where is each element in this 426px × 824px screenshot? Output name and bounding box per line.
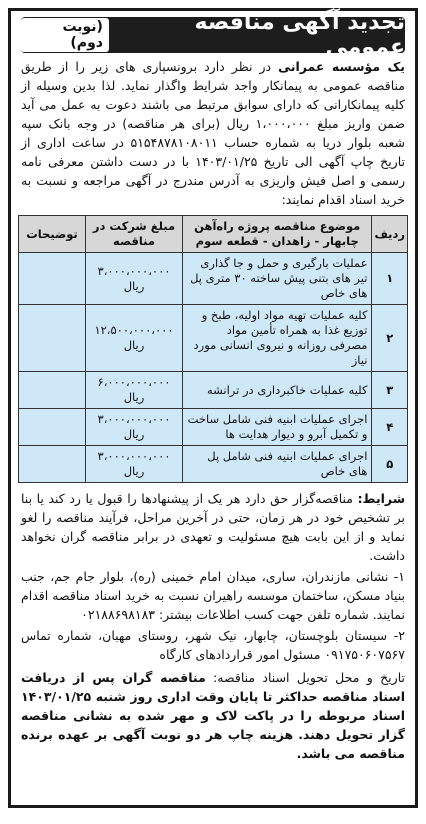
row-note xyxy=(19,446,86,483)
table-header-row xyxy=(19,216,408,253)
notice-title-main: تجدید آگهی مناقصه عمومی xyxy=(194,10,405,60)
conditions-paragraph xyxy=(21,489,405,565)
row-amount: ۶،۰۰۰،۰۰۰،۰۰۰ ریال xyxy=(86,372,183,409)
row-note xyxy=(19,409,86,446)
row-amount: ۳،۰۰۰،۰۰۰،۰۰۰ ریال xyxy=(86,409,183,446)
row-subject: کلیه عملیات تهیه مواد اولیه، طبخ و توزیع غذا به همراه تأمین مواد مصرفی روزانه و نیروی انسانی مورد نیاز xyxy=(183,305,372,372)
row-amount: ۱۲،۵۰۰،۰۰۰،۰۰۰ ریال xyxy=(86,305,183,372)
row-amount: ۳،۰۰۰،۰۰۰،۰۰۰ ریال xyxy=(86,253,183,305)
delivery-paragraph xyxy=(21,668,405,763)
conditions-label: شرایط: xyxy=(357,491,405,506)
tender-notice xyxy=(8,8,418,808)
table-row xyxy=(19,305,408,372)
row-note xyxy=(19,253,86,305)
header-notes: توضیحات xyxy=(19,216,86,253)
address-2: ۲- سیستان بلوچستان، چابهار، نیک شهر، روستای مهبان، شماره تماس ۰۹۱۷۵۰۶۰۷۵۶۷ مسئول امور قراردادهای کارگاه xyxy=(21,628,405,662)
header-amount: مبلغ شرکت در مناقصه xyxy=(86,216,183,253)
delivery-footer: هزینه چاپ هر دو نوبت آگهی بر عهده برنده مناقصه می باشد. xyxy=(21,727,405,761)
notice-title xyxy=(21,10,405,60)
table-row xyxy=(19,446,408,483)
intro-text: در نظر دارد برونسپاری های زیر را از طریق مناقصه عمومی به پیمانکار واجد شرایط واگذار نماید. لذا بدین وسیله از کلیه پیمانکارانی که دارای سوابق مرتبط می باشند دعوت به عمل می آید ضمن واریز مبلغ ۱،۰۰۰،۰۰۰ ریال (برای هر مناقصه) در وجه بانک سپه شعبه بلوار دریا به شماره حساب ۵۱۵۴۸۷۸۱۰۸۰۱۱ در ساعت اداری از تاریخ چاپ آگهی الی تاریخ ۱۴۰۳/۰۱/۲۵ با در دست داشتن معرفی نامه رسمی و اصل فیش واریزی به آدرس مندرج در آگهی مراجعه و نسبت به خرید اسناد اقدام نمایند: xyxy=(21,59,405,207)
row-number: ۵ xyxy=(372,446,408,483)
row-amount: ۳،۰۰۰،۰۰۰،۰۰۰ ریال xyxy=(86,446,183,483)
table-row xyxy=(19,372,408,409)
delivery-deadline: مناقصه گران پس از دریافت اسناد مناقصه حداکثر تا پایان وقت اداری روز شنبه ۱۴۰۳/۰۱/۲۵ اسناد مربوطه را در پاکت لاک و مهر شده به نشانی مناقصه گزار تحویل دهند. xyxy=(21,670,405,742)
tender-table xyxy=(18,215,408,483)
address-1: ۱- نشانی مازندران، ساری، میدان امام خمینی (ره)، بلوار جام جم، جنب بنیاد مسکن، ساختمان موسسه راهیران نسبت به خرید اسناد مناقصه اقدام نمایند. شماره تلفن جهت کسب اطلاعات بیشتر: ۰۲۱۸۸۶۹۸۱۸۳ xyxy=(21,569,405,622)
header-row-number: ردیف xyxy=(372,216,408,253)
row-number: ۴ xyxy=(372,409,408,446)
conditions-text: مناقصه‌گزار حق دارد هر یک از پیشنهادها را قبول یا رد کند یا بنا بر تشخیص خود در هر زمان، حتی در آخرین مراحل، فرآیند مناقصه را لغو نماید و از این بابت هیچ مسئولیت و تعهدی در برابر مناقصه گران نخواهد داشت. xyxy=(21,491,405,563)
row-note xyxy=(19,372,86,409)
row-number: ۲ xyxy=(372,305,408,372)
row-number: ۱ xyxy=(372,253,408,305)
notice-title-suffix: (نوبت دوم) xyxy=(21,18,109,52)
row-subject: عملیات بارگیری و حمل و جا گذاری تیر های بتنی پیش ساخته ۳۰ متری پل های خاص xyxy=(183,253,372,305)
row-note xyxy=(19,305,86,372)
intro-paragraph xyxy=(21,57,405,209)
row-subject: اجرای عملیات ابنیه فنی شامل پل های خاص xyxy=(183,446,372,483)
organization-name: یک مؤسسه عمرانی xyxy=(278,59,405,74)
header-subject: موضوع مناقصه پروژه راه‌آهن چابهار - زاهدان - قطعه سوم xyxy=(183,216,372,253)
row-subject: اجرای عملیات ابنیه فنی شامل ساخت و تکمیل آبرو و دیوار هدایت ها xyxy=(183,409,372,446)
row-subject: کلیه عملیات خاکبرداری در ترانشه xyxy=(183,372,372,409)
table-row xyxy=(19,409,408,446)
table-row xyxy=(19,253,408,305)
row-number: ۳ xyxy=(372,372,408,409)
delivery-lead: تاریخ و محل تحویل اسناد مناقصه: xyxy=(213,670,405,685)
